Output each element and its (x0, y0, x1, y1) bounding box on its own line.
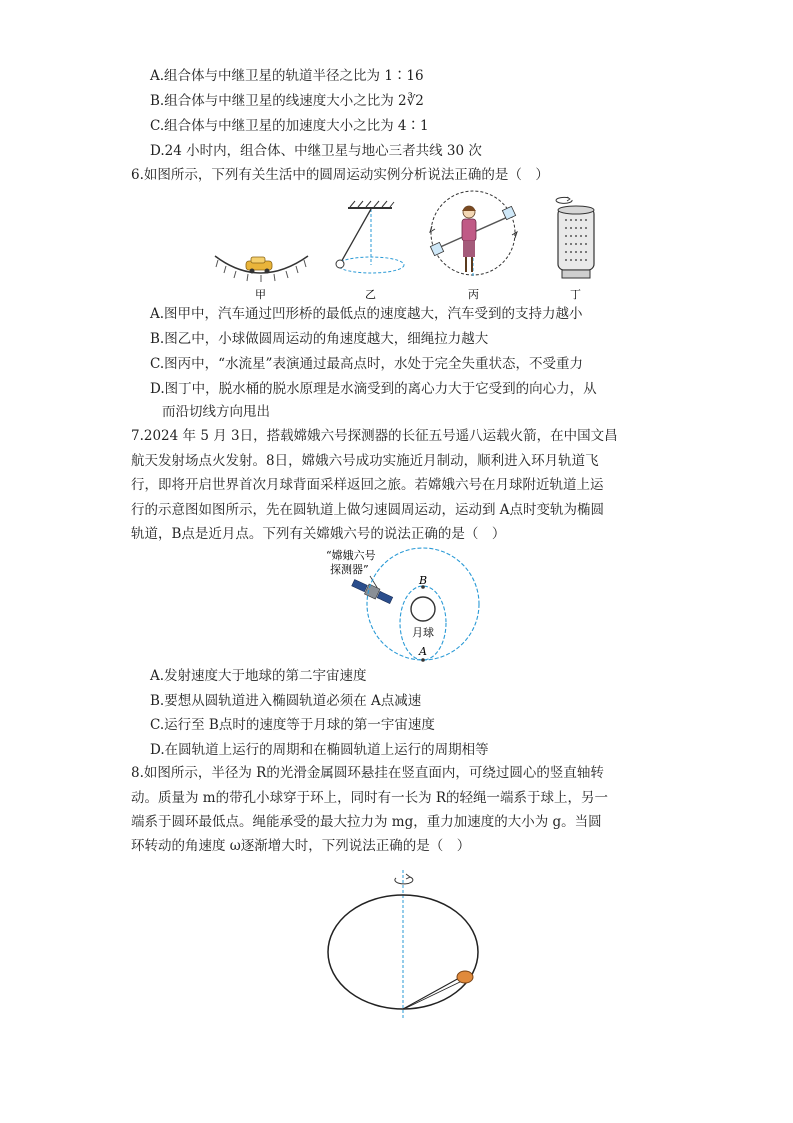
moon-label: 月球 (412, 626, 434, 639)
q5-option-a: A.组合体与中继卫星的轨道半径之比为 1∶16 (150, 68, 424, 84)
q7-option-a: A.发射速度大于地球的第二宇宙速度 (150, 668, 367, 684)
q5-option-c: C.组合体与中继卫星的加速度大小之比为 4∶1 (150, 118, 429, 134)
q7-option-c: C.运行至 B点时的速度等于月球的第一宇宙速度 (150, 717, 435, 733)
point-a-label: A (419, 645, 427, 658)
q6-stem: 6.如图所示，下列有关生活中的圆周运动实例分析说法正确的是（ ） (131, 167, 549, 183)
q6-option-d-continued: 而沿切线方向甩出 (162, 404, 270, 420)
q6-figure (210, 188, 610, 303)
q7-option-b: B.要想从圆轨道进入椭圆轨道必须在 A点减速 (150, 693, 422, 709)
rotation-arrow-icon (395, 874, 413, 884)
q7-stem-line-2: 航天发射场点火发射。8日，嫦娥六号成功实施近月制动，顺利进入环月轨道飞 (131, 453, 599, 469)
q7-stem-line-3: 行，即将开启世界首次月球背面采样返回之旅。若嫦娥六号在月球附近轨道上运 (131, 477, 604, 493)
q8-stem-line-1: 8.如图所示，半径为 R的光滑金属圆环悬挂在竖直面内，可绕过圆心的竖直轴转 (131, 765, 604, 781)
q8-ring-figure (320, 862, 500, 1022)
ball (457, 971, 473, 983)
water-meteor-figure (430, 191, 517, 276)
q7-stem-line-4: 行的示意图如图所示，先在圆轨道上做匀速圆周运动，运动到 A点时变轨为椭圆 (131, 502, 605, 518)
q6-option-d: D.图丁中，脱水桶的脱水原理是水滴受到的离心力大于它受到的向心力，从 (150, 381, 597, 397)
conical-pendulum-figure (336, 201, 404, 273)
q6-option-a: A.图甲中，汽车通过凹形桥的最低点的速度越大，汽车受到的支持力越小 (150, 306, 583, 322)
fig-label-jia: 甲 (255, 288, 266, 301)
q7-stem-line-1: 7.2024 年 5 月 3日，搭载嫦娥六号探测器的长征五号遥八运载火箭，在中国文昌 (131, 428, 618, 444)
probe-label-line-1: “嫦娥六号 (326, 549, 376, 562)
q5-option-b: B.组合体与中继卫星的线速度大小之比为 2∛2 (150, 93, 424, 109)
q8-stem-line-4: 环转动的角速度 ω逐渐增大时，下列说法正确的是（ ） (131, 838, 471, 854)
fig-label-bing: 丙 (468, 288, 479, 301)
q8-stem-line-3: 端系于圆环最低点。绳能承受的最大拉力为 mg，重力加速度的大小为 g。当圆 (131, 814, 602, 830)
q7-orbit-figure (320, 545, 490, 665)
q8-stem-line-2: 动。质量为 m的带孔小球穿于环上，同时有一长为 R的轻绳一端系于球上，另一 (131, 790, 609, 806)
point-b-label: B (419, 574, 428, 587)
probe-label-line-2: 探测器” (330, 563, 369, 576)
q7-option-d: D.在圆轨道上运行的周期和在椭圆轨道上运行的周期相等 (150, 742, 489, 758)
q6-option-b: B.图乙中，小球做圆周运动的角速度越大，细绳拉力越大 (150, 331, 489, 347)
fig-label-yi: 乙 (365, 288, 376, 301)
probe-icon (351, 578, 394, 606)
moon (411, 597, 435, 621)
concave-bridge-figure (215, 256, 308, 282)
spin-dryer-figure (556, 197, 594, 278)
fig-label-ding: 丁 (570, 288, 581, 301)
q7-stem-line-5: 轨道，B点是近月点。下列有关嫦娥六号的说法正确的是（ ） (131, 526, 506, 542)
q6-option-c: C.图丙中，“水流星”表演通过最高点时，水处于完全失重状态，不受重力 (150, 356, 583, 372)
q5-option-d: D.24 小时内，组合体、中继卫星与地心三者共线 30 次 (150, 143, 482, 159)
